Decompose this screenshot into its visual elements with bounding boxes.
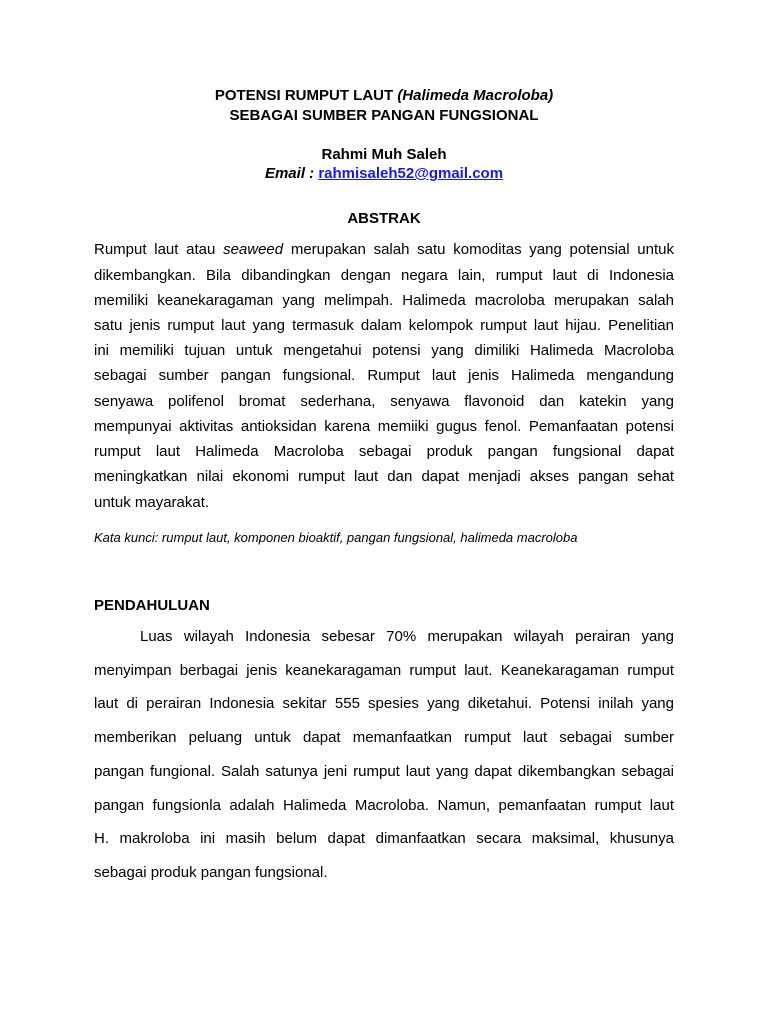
title-prefix: POTENSI RUMPUT LAUT: [214, 87, 398, 104]
title-species: (Halimeda Macroloba): [397, 87, 554, 104]
introduction-line: H. makroloba ini masih belum dapat dimanfaatkan secara maksimal, khusunya: [94, 830, 674, 847]
introduction-line: pangan fungional. Salah satunya jeni rumput laut yang dapat dikembangkan sebagai: [94, 763, 674, 780]
introduction-line: memberikan peluang untuk dapat memanfaatkan rumput laut sebagai sumber: [94, 729, 674, 746]
abstract-line: sebagai sumber pangan fungsional. Rumput laut jenis Halimeda mengandung: [94, 367, 674, 384]
abstract-line: mempunyai aktivitas antioksidan karena memiiki gugus fenol. Pemanfaatan potensi: [94, 418, 674, 435]
abstract-line: satu jenis rumput laut yang termasuk dalam kelompok rumput laut hijau. Penelitian: [94, 317, 674, 334]
email-link[interactable]: rahmisaleh52@gmail.com: [318, 165, 504, 182]
abstract-line: ini memiliki tujuan untuk mengetahui potensi yang dimiliki Halimeda Macroloba: [94, 342, 674, 359]
introduction-line: pangan fungsionla adalah Halimeda Macroloba. Namun, pemanfaatan rumput laut: [94, 797, 674, 814]
abstract-line: senyawa polifenol bromat sederhana, senyawa flavonoid dan katekin yang: [94, 393, 674, 410]
abstract-line: dikembangkan. Bila dibandingkan dengan negara lain, rumput laut di Indonesia: [94, 267, 674, 284]
introduction-line: sebagai produk pangan fungsional.: [94, 864, 328, 881]
abstract-line: rumput laut Halimeda Macroloba sebagai produk pangan fungsional dapat: [94, 443, 674, 460]
introduction-line: menyimpan berbagai jenis keanekaragaman rumput laut. Keanekaragaman rumput: [94, 662, 674, 679]
keywords: Kata kunci: rumput laut, komponen bioaktif, pangan fungsional, halimeda macroloba: [94, 530, 578, 545]
paper-title-line-1: [0, 86, 768, 106]
abstract-line-1-end: merupakan salah satu komoditas yang potensial untuk: [283, 241, 675, 258]
abstract-line: meningkatkan nilai ekonomi rumput laut dan dapat menjadi akses pangan sehat: [94, 468, 674, 485]
introduction-line: laut di perairan Indonesia sekitar 555 spesies yang diketahui. Potensi inilah yang: [94, 695, 674, 712]
abstract-line-1-italic: seaweed: [223, 241, 284, 258]
abstract-line: memiliki keanekaragaman yang melimpah. Halimeda macroloba merupakan salah: [94, 292, 674, 309]
paper-title-line-2: SEBAGAI SUMBER PANGAN FUNGSIONAL: [229, 107, 539, 124]
email-label: Email :: [264, 165, 319, 182]
abstract-line: [94, 240, 674, 260]
introduction-line: Luas wilayah Indonesia sebesar 70% merupakan wilayah perairan yang: [140, 628, 674, 645]
author-email-line: [0, 164, 768, 184]
author-name: Rahmi Muh Saleh: [321, 146, 447, 163]
abstract-line-1-start: Rumput laut atau: [94, 241, 224, 258]
introduction-heading: PENDAHULUAN: [94, 597, 210, 614]
abstract-line: untuk mayarakat.: [94, 494, 210, 511]
abstract-heading: ABSTRAK: [347, 210, 421, 227]
